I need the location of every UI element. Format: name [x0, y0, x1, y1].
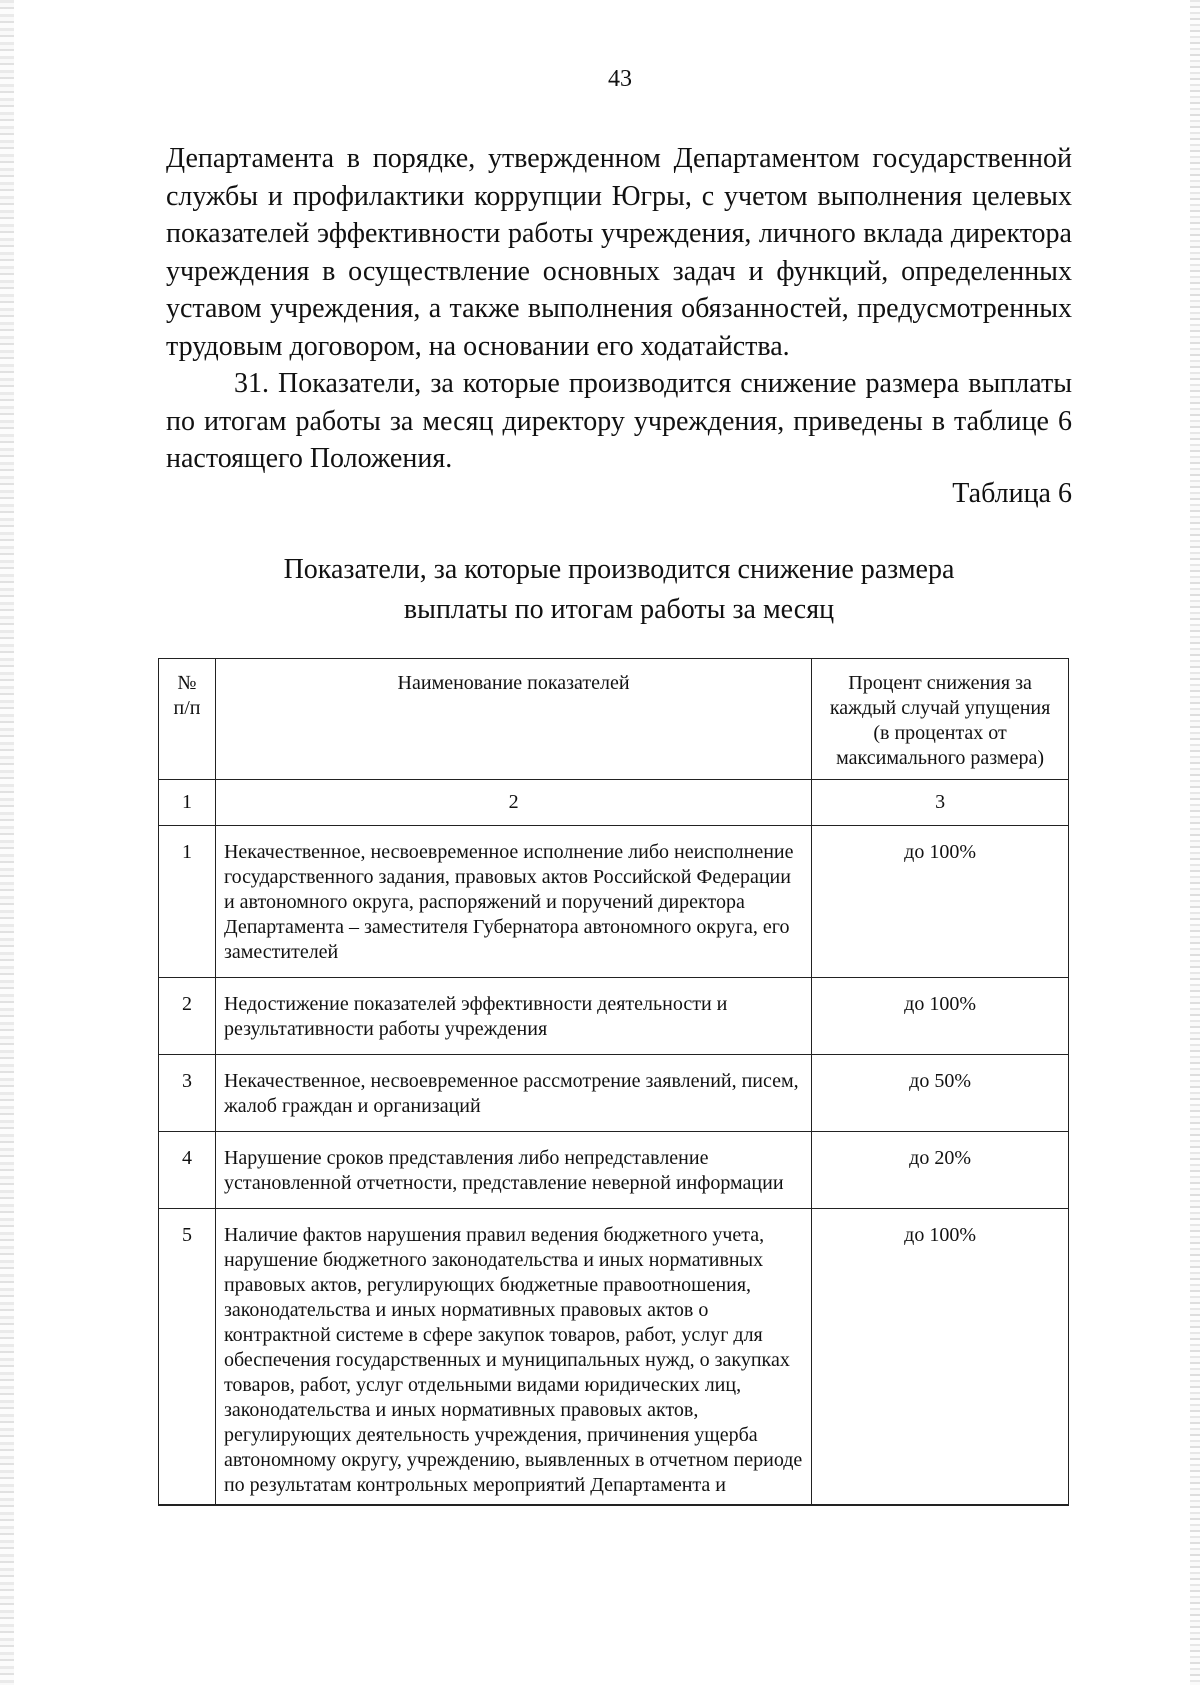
table-title-line-2: выплаты по итогам работы за месяц: [403, 594, 835, 625]
table-title: [166, 550, 1072, 630]
row-num: 3: [159, 1055, 216, 1132]
row-name: Некачественное, несвоевременное исполнение либо неисполнение государственного задания, правовых актов Российской Федерации и автономного округа, распоряжений и поручений директора Департамента – заместителя Губернатора автономного округа, его заместителей: [215, 826, 811, 978]
row-num: 4: [159, 1132, 216, 1209]
row-percent: до 20%: [812, 1132, 1069, 1209]
scan-edge-right: [1190, 0, 1200, 1685]
row-percent: до 100%: [812, 978, 1069, 1055]
indicators-table: [158, 658, 1069, 1506]
table-title-line-1: Показатели, за которые производится снижение размера: [283, 554, 955, 585]
index-cell-2: 2: [215, 780, 811, 826]
paragraph-31: 31. Показатели, за которые производится снижение размера выплаты по итогам работы за месяц директору учреждения, приведены в таблице 6 настоящего Положения.: [166, 368, 1072, 474]
row-name: Нарушение сроков представления либо непредставление установленной отчетности, представление неверной информации: [215, 1132, 811, 1209]
row-name: Недостижение показателей эффективности деятельности и результативности работы учреждения: [215, 978, 811, 1055]
header-name: Наименование показателей: [215, 659, 811, 780]
continuation-paragraph: Департамента в порядке, утвержденном Департаментом государственной службы и профилактики коррупции Югры, с учетом выполнения целевых показателей эффективности работы учреждения, личного вклада директора учреждения в осуществление основных задач и функций, определенных уставом учреждения, а также выполнения обязанностей, предусмотренных трудовым договором, на основании его ходатайства.: [166, 143, 1072, 362]
table-header-row: [159, 659, 1069, 780]
row-name: Наличие фактов нарушения правил ведения бюджетного учета, нарушение бюджетного законодательства и иных нормативных правовых актов, регулирующих бюджетные правоотношения, законодательства и иных нормативных правовых актов о контрактной системе в сфере закупок товаров, работ, услуг для обеспечения государственных и муниципальных нужд, о закупках товаров, работ, услуг отдельными видами юридических лиц, законодательства и иных нормативных правовых актов, регулирующих деятельность учреждения, причинения ущерба автономному округу, учреждению, выявленных в отчетном периоде по результатам контрольных мероприятий Департамента и: [215, 1209, 811, 1506]
row-percent: до 50%: [812, 1055, 1069, 1132]
index-cell-3: 3: [812, 780, 1069, 826]
header-percent: Процент снижения за каждый случай упущения (в процентах от максимального размера): [812, 659, 1069, 780]
table-label: Таблица 6: [952, 478, 1072, 509]
row-percent: до 100%: [812, 1209, 1069, 1506]
index-cell-1: 1: [159, 780, 216, 826]
row-num: 5: [159, 1209, 216, 1506]
table-index-row: [159, 780, 1069, 826]
row-num: 2: [159, 978, 216, 1055]
row-percent: до 100%: [812, 826, 1069, 978]
table-row: [159, 1132, 1069, 1209]
table-row: [159, 1209, 1069, 1506]
row-num: 1: [159, 826, 216, 978]
header-num: № п/п: [159, 659, 216, 780]
table-row: [159, 1055, 1069, 1132]
table-row: [159, 826, 1069, 978]
scan-edge-left: [0, 0, 14, 1685]
row-name: Некачественное, несвоевременное рассмотрение заявлений, писем, жалоб граждан и организаций: [215, 1055, 811, 1132]
table-row: [159, 978, 1069, 1055]
page-number: 43: [608, 66, 632, 92]
